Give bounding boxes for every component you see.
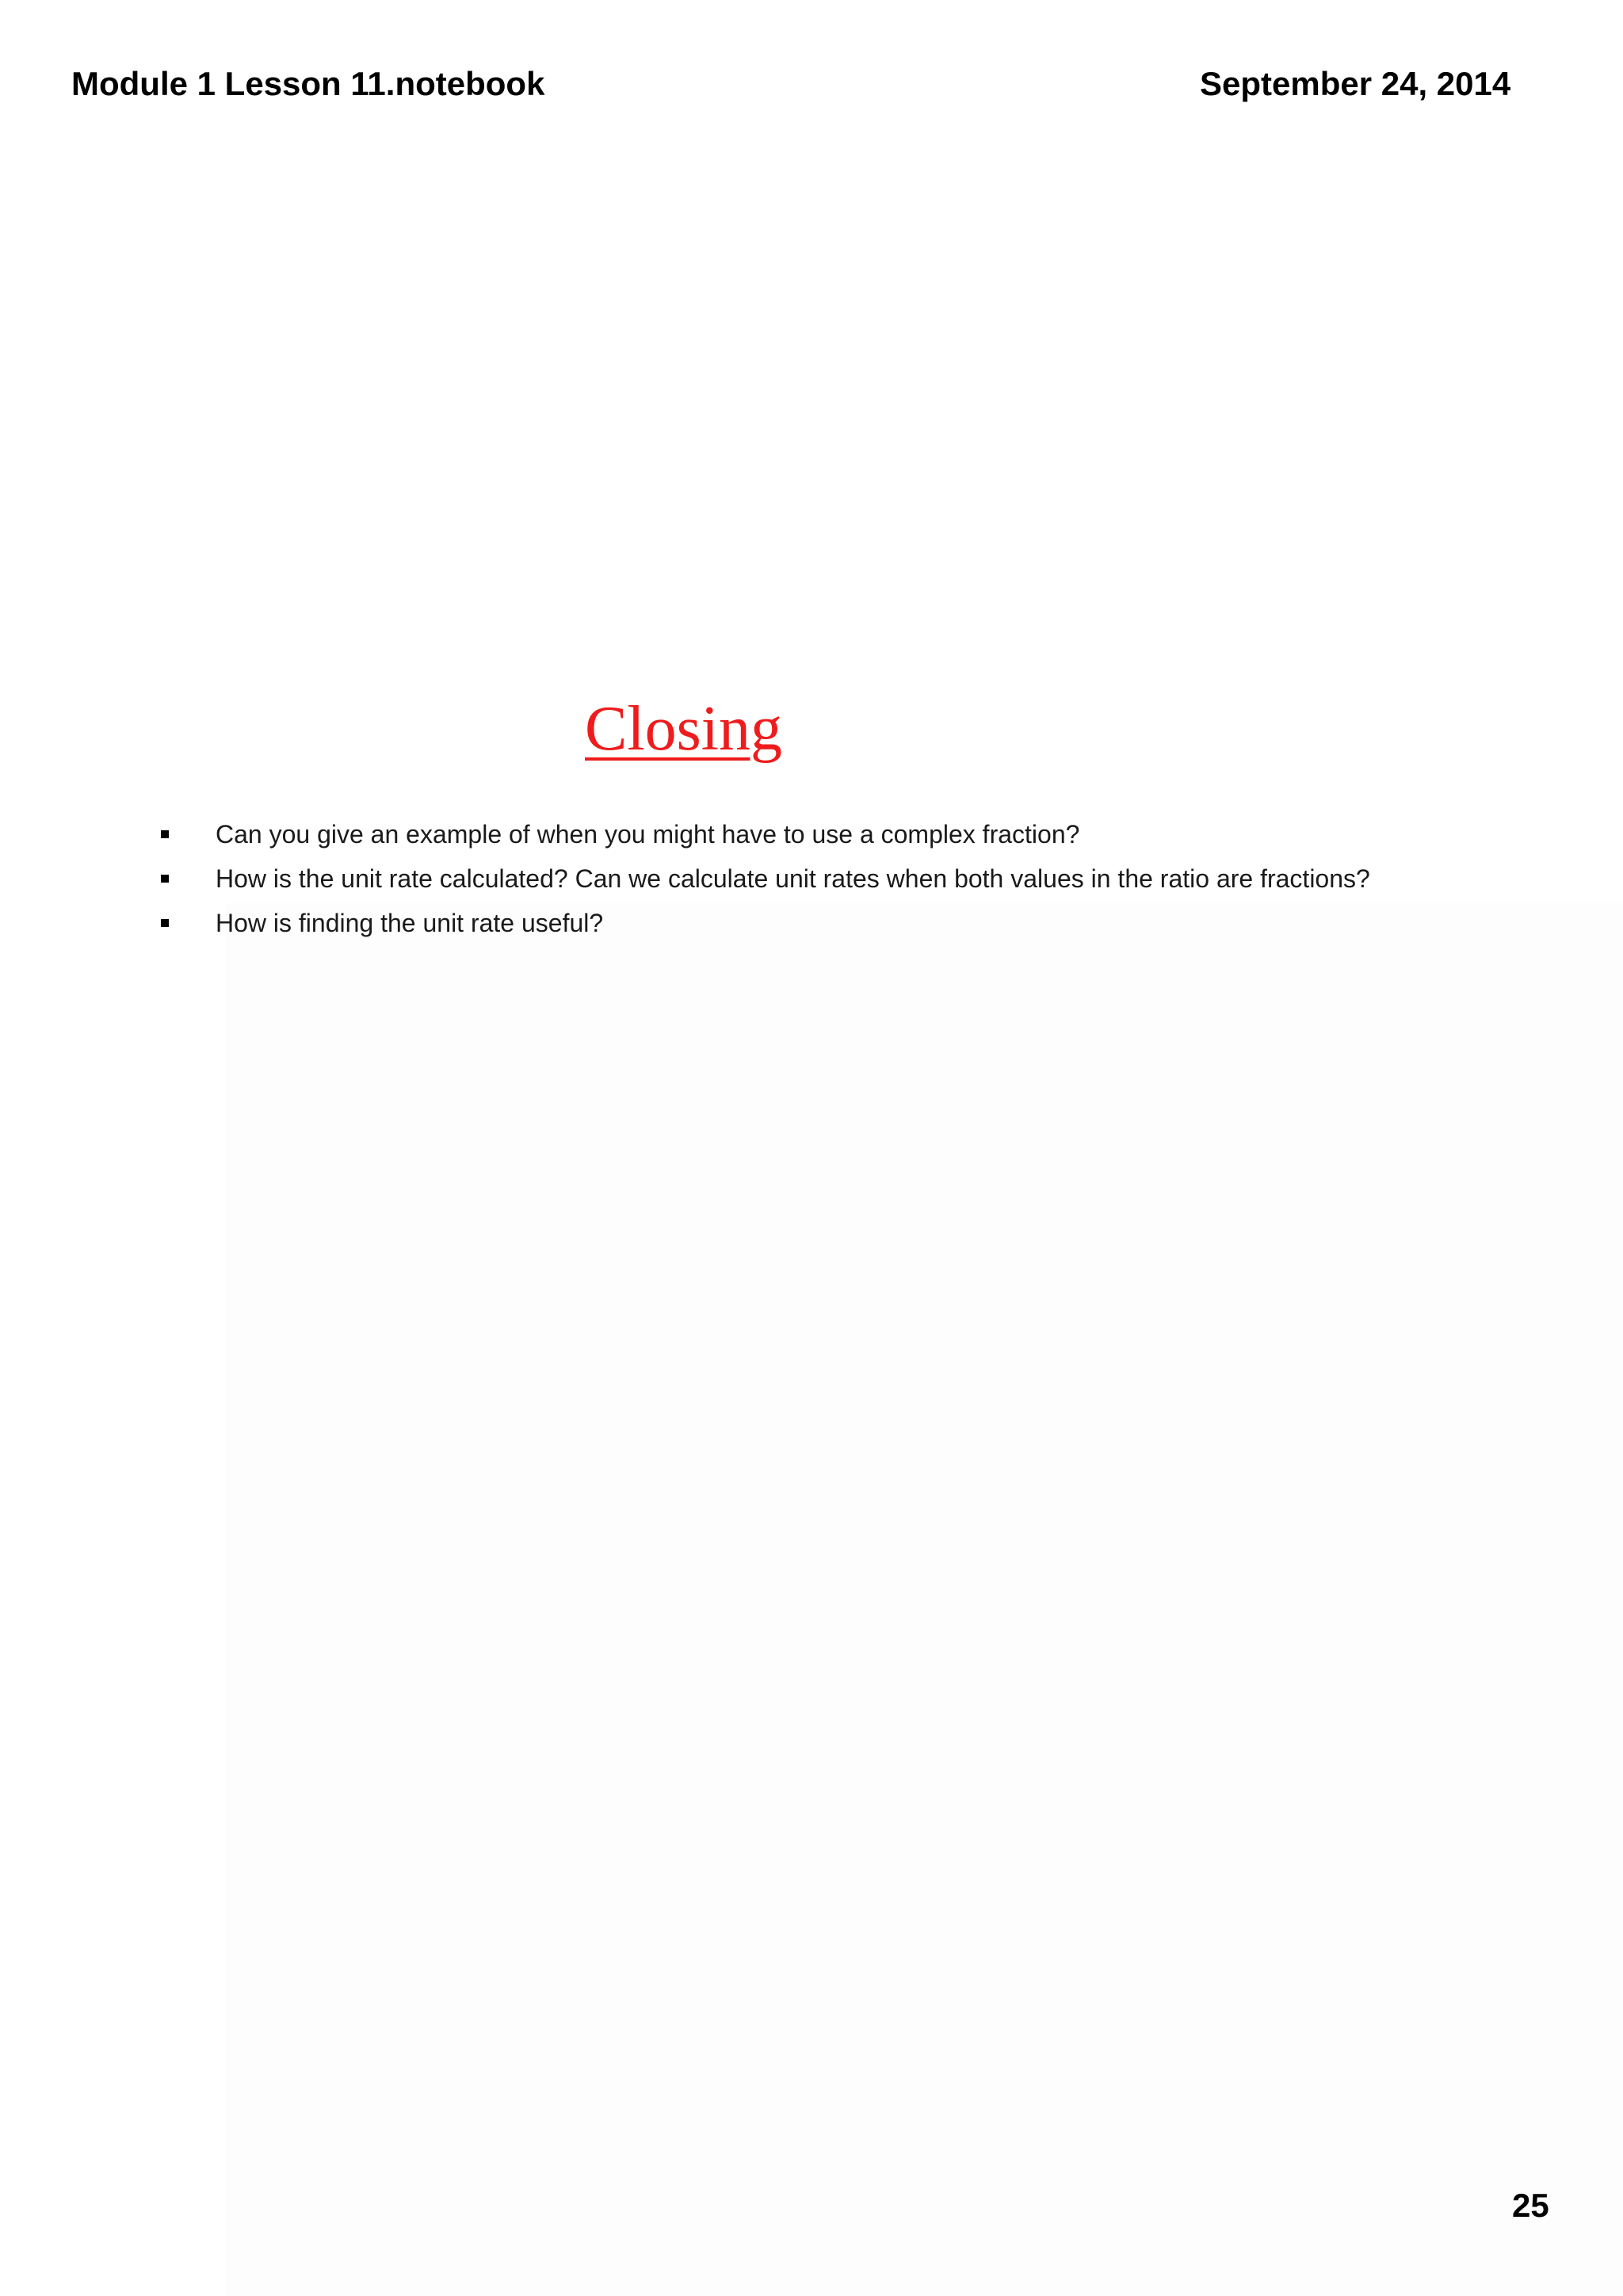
square-bullet-icon — [161, 830, 169, 838]
slide-title: Closing — [585, 694, 782, 764]
page-number: 25 — [1512, 2187, 1549, 2224]
list-item-text: How is the unit rate calculated? Can we calculate unit rates when both values in the ratio are fractions? — [216, 864, 1370, 893]
notebook-title: Module 1 Lesson 11.notebook — [71, 65, 545, 102]
square-bullet-icon — [161, 875, 169, 883]
page-date: September 24, 2014 — [1200, 65, 1511, 102]
list-item-text: How is finding the unit rate useful? — [216, 909, 604, 937]
square-bullet-icon — [161, 919, 169, 927]
list-item-text: Can you give an example of when you might have to use a complex fraction? — [216, 820, 1080, 849]
slide-background — [226, 903, 1623, 2296]
